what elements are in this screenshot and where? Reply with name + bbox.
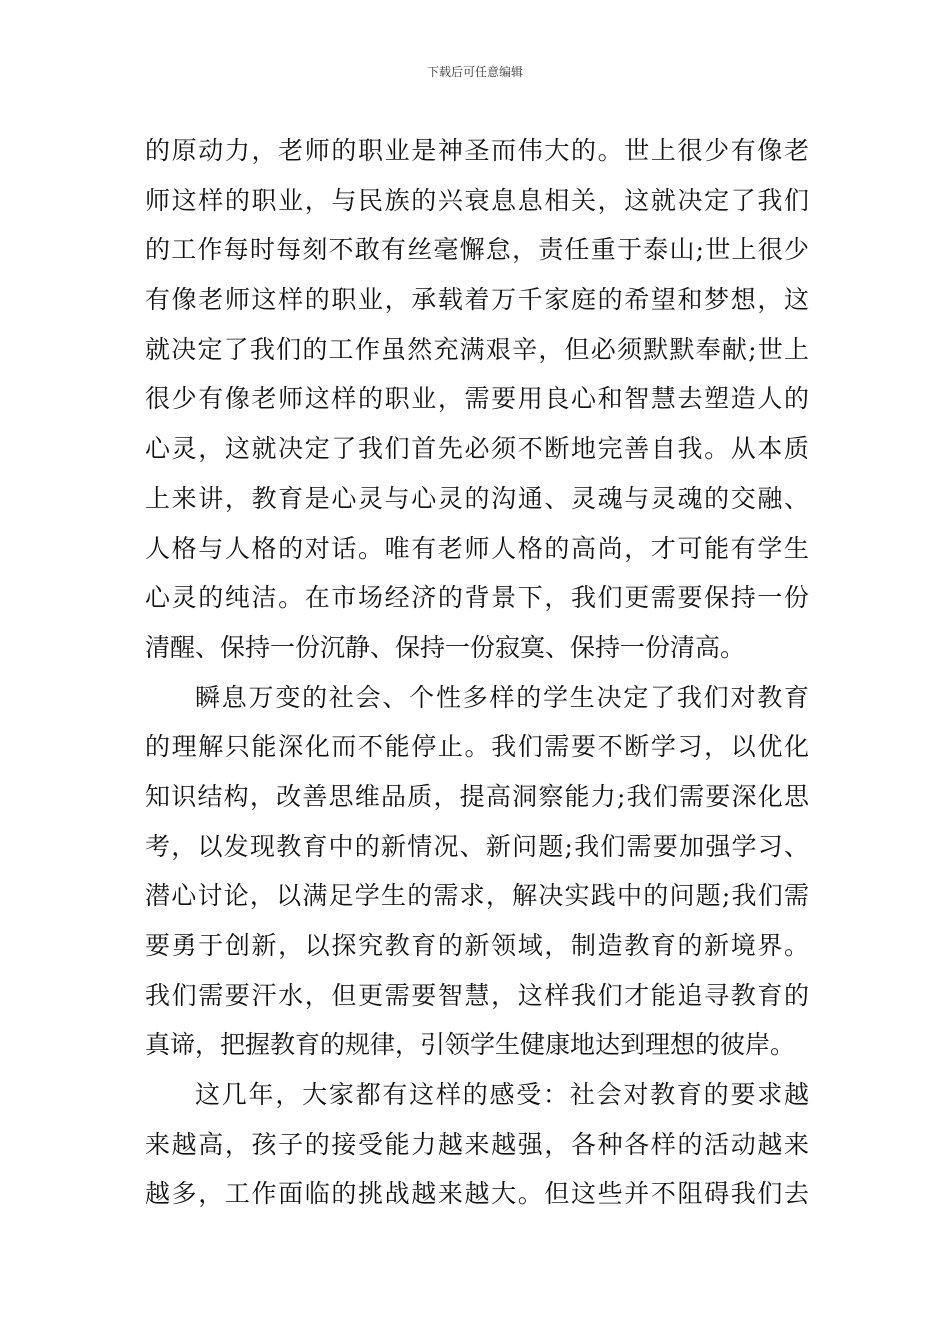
text-line: 有像老师这样的职业，承载着万千家庭的希望和梦想，这 [145,285,809,315]
text-line: 就决定了我们的工作虽然充满艰辛，但必须默默奉献;世上 [145,334,809,364]
text-line: 真谛，把握教育的规律，引领学生健康地达到理想的彼岸。 [145,1030,796,1060]
text-line: 师这样的职业，与民族的兴衰息息相关，这就决定了我们 [145,185,809,215]
body-text [145,126,809,1219]
text-line: 清醒、保持一份沉静、保持一份寂寞、保持一份清高。 [145,632,746,662]
text-line: 上来讲，教育是心灵与心灵的沟通、灵魂与灵魂的交融、 [145,483,809,513]
text-line: 心灵，这就决定了我们首先必须不断地完善自我。从本质 [145,434,809,464]
text-line: 来越高，孩子的接受能力越来越强，各种各样的活动越来 [145,1129,809,1159]
text-line: 的原动力，老师的职业是神圣而伟大的。世上很少有像老 [145,136,809,165]
text-line: 的工作每时每刻不敢有丝毫懈怠，责任重于泰山;世上很少 [145,235,809,265]
page-header: 下载后可任意编辑 [426,65,523,79]
text-line: 很少有像老师这样的职业，需要用良心和智慧去塑造人的 [145,384,809,414]
text-line: 要勇于创新，以探究教育的新领域，制造教育的新境界。 [145,931,809,960]
text-line: 潜心讨论，以满足学生的需求，解决实践中的问题;我们需 [145,881,809,911]
text-line: 的理解只能深化而不能停止。我们需要不断学习，以优化 [145,732,809,762]
text-line: 这几年，大家都有这样的感受：社会对教育的要求越 [195,1080,809,1110]
text-line: 越多，工作面临的挑战越来越大。但这些并不阻碍我们去 [145,1179,809,1209]
text-line: 心灵的纯洁。在市场经济的背景下，我们更需要保持一份 [145,583,809,613]
text-line: 我们需要汗水，但更需要智慧，这样我们才能追寻教育的 [145,980,809,1010]
text-line: 知识结构，改善思维品质，提高洞察能力;我们需要深化思 [145,781,809,811]
text-line: 人格与人格的对话。唯有老师人格的高尚，才可能有学生 [145,533,809,563]
text-line: 瞬息万变的社会、个性多样的学生决定了我们对教育 [195,682,809,712]
text-line: 考，以发现教育中的新情况、新问题;我们需要加强学习、 [145,831,809,861]
